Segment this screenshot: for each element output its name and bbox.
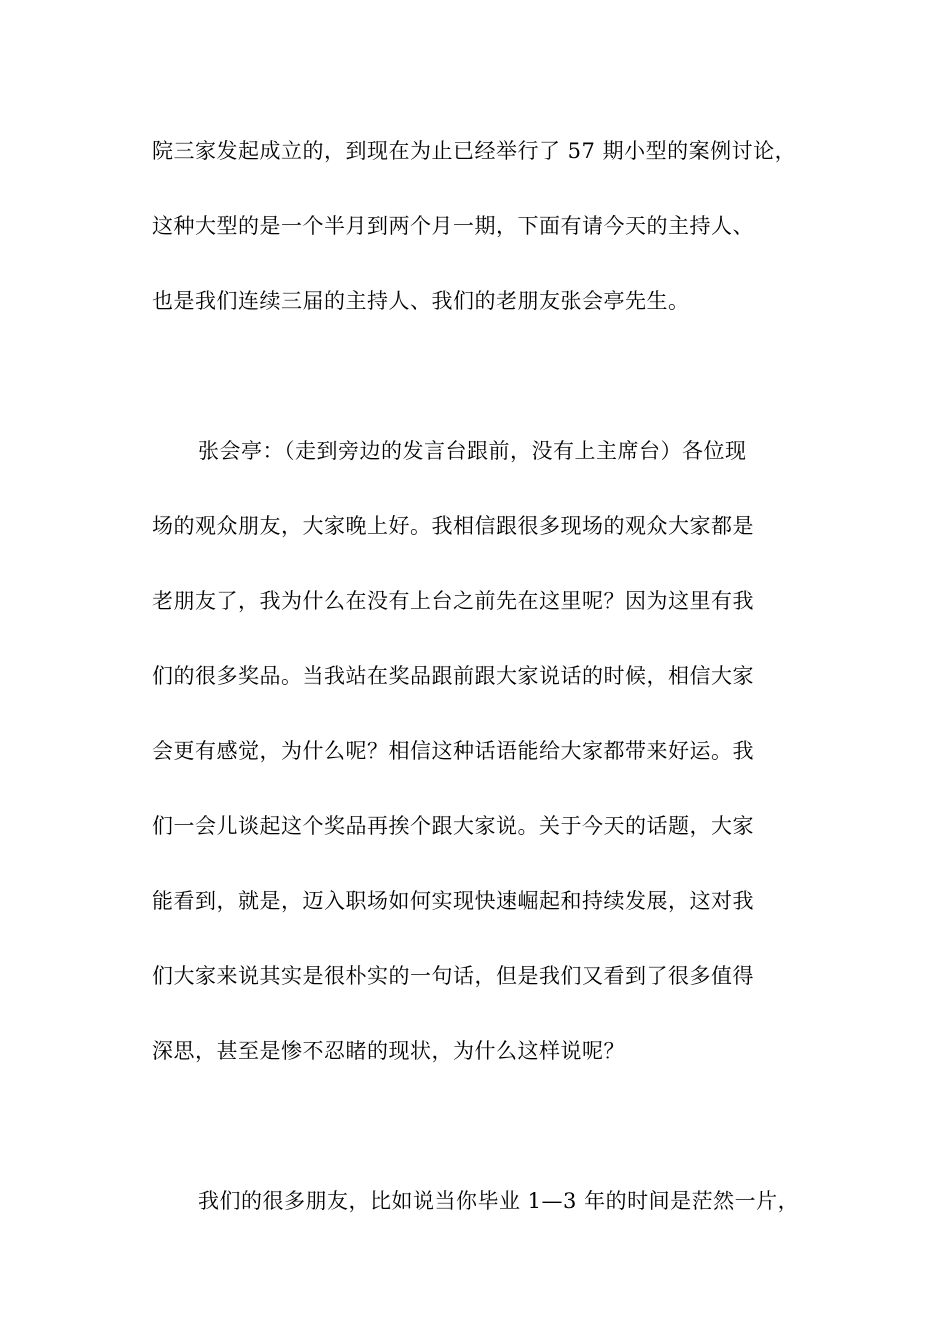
paragraph-1-line-3: 也是我们连续三届的主持人、我们的老朋友张会亭先生。 [152,289,690,313]
paragraph-2-line-4: 们的很多奖品。当我站在奖品跟前跟大家说话的时候，相信大家 [152,664,754,688]
paragraph-1-line-2: 这种大型的是一个半月到两个月一期，下面有请今天的主持人、 [152,214,754,238]
paragraph-3-line-1: 我们的很多朋友，比如说当你毕业 1—3 年的时间是茫然一片， [198,1189,800,1213]
paragraph-2-line-7: 能看到，就是，迈入职场如何实现快速崛起和持续发展，这对我 [152,889,754,913]
paragraph-2-line-9: 深思，甚至是惨不忍睹的现状，为什么这样说呢？ [152,1039,625,1063]
paragraph-2-line-3: 老朋友了，我为什么在没有上台之前先在这里呢？因为这里有我 [152,589,754,613]
paragraph-2-line-2: 场的观众朋友，大家晚上好。我相信跟很多现场的观众大家都是 [152,514,754,538]
paragraph-1-line-1: 院三家发起成立的，到现在为止已经举行了 57 期小型的案例讨论， [152,139,797,163]
paragraph-2-line-6: 们一会儿谈起这个奖品再挨个跟大家说。关于今天的话题，大家 [152,814,754,838]
paragraph-2-line-8: 们大家来说其实是很朴实的一句话，但是我们又看到了很多值得 [152,964,754,988]
paragraph-2-line-1: 张会亭：（走到旁边的发言台跟前，没有上主席台）各位现 [198,439,747,463]
paragraph-2-line-5: 会更有感觉，为什么呢？相信这种话语能给大家都带来好运。我 [152,739,754,763]
